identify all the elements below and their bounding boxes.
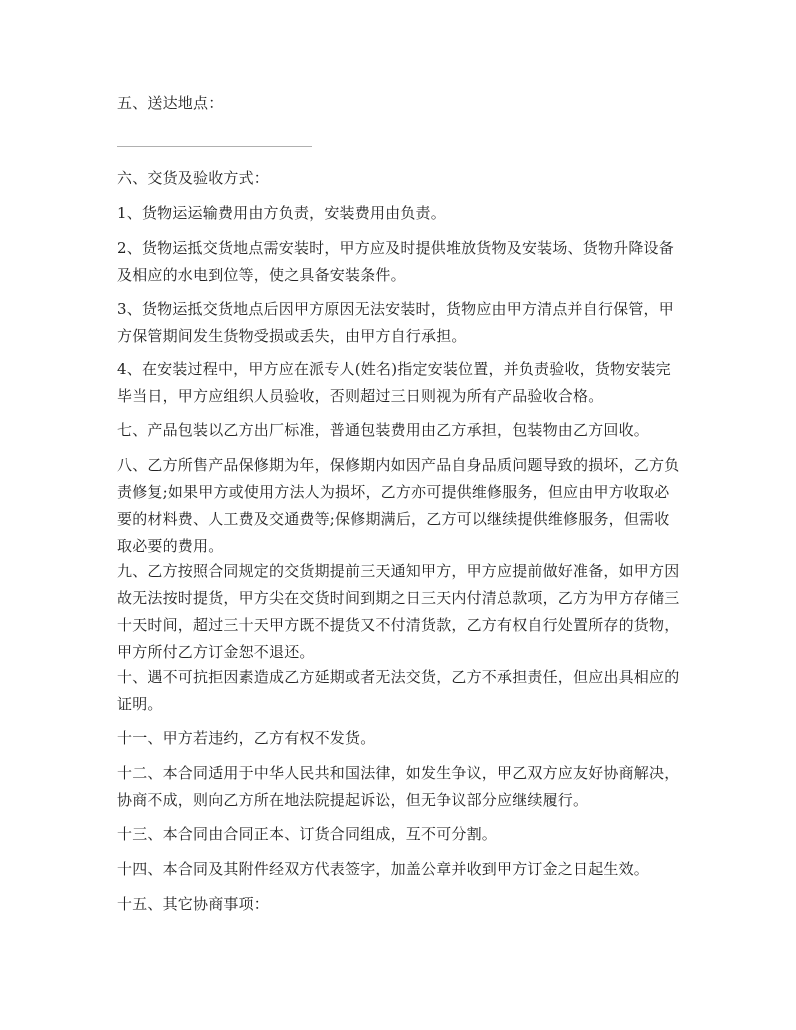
section-15-heading: 十五、其它协商事项： xyxy=(117,895,270,913)
section-13: 十三、本合同由合同正本、订货合同组成，互不可分割。 xyxy=(117,825,498,843)
delivery-address-blank-line xyxy=(117,146,312,147)
section-7: 七、产品包装以乙方出厂标准，普通包装费用由乙方承担，包装物由乙方回收。 xyxy=(117,421,650,439)
section-10: 十、遇不可抗拒因素造成乙方延期或者无法交货，乙方不承担责任，但应出具相应的证明。 xyxy=(117,668,680,713)
section-11: 十一、甲方若违约，乙方有权不发货。 xyxy=(117,729,376,747)
section-12: 十二、本合同适用于中华人民共和国法律，如发生争议，甲乙双方应友好协商解决，协商不成，则向乙方所在地法院提起诉讼，但无争议部分应继续履行。 xyxy=(117,764,680,809)
section-6-item-4: 4、在安装过程中，甲方应在派专人(姓名)指定安装位置，并负责验收，货物安装完毕当日，甲方应组织人员验收，否则超过三日则视为所有产品验收合格。 xyxy=(117,360,671,405)
section-14: 十四、本合同及其附件经双方代表签字，加盖公章并收到甲方订金之日起生效。 xyxy=(117,860,650,878)
section-6-item-1: 1、货物运运输费用由方负责，安装费用由负责。 xyxy=(117,204,446,222)
section-9: 九、乙方按照合同规定的交货期提前三天通知甲方，甲方应提前做好准备，如甲方因故无法按时提货，甲方尖在交货时间到期之日三天内付清总款项，乙方为甲方存储三十天时间，超过三十天甲方既不提货又不付清货款，乙方有权自行处置所存的货物，甲方所付乙方订金恕不退还。 xyxy=(117,562,680,661)
section-6-heading: 六、交货及验收方式： xyxy=(117,169,270,187)
section-5-heading: 五、送达地点： xyxy=(117,94,224,112)
section-6-item-2: 2、货物运抵交货地点需安装时，甲方应及时提供堆放货物及安装场、货物升降设备及相应的水电到位等，使之具备安装条件。 xyxy=(117,239,674,284)
section-8: 八、乙方所售产品保修期为年，保修期内如因产品自身品质问题导致的损坏，乙方负责修复;如果甲方或使用方法人为损坏，乙方亦可提供维修服务，但应由甲方收取必要的材料费、人工费及交通费等;保修期满后，乙方可以继续提供维修服务，但需收取必要的费用。 xyxy=(117,456,680,555)
section-6-item-3: 3、货物运抵交货地点后因甲方原因无法安装时，货物应由甲方清点并自行保管，甲方保管期间发生货物受损或丢失，由甲方自行承担。 xyxy=(117,300,674,345)
